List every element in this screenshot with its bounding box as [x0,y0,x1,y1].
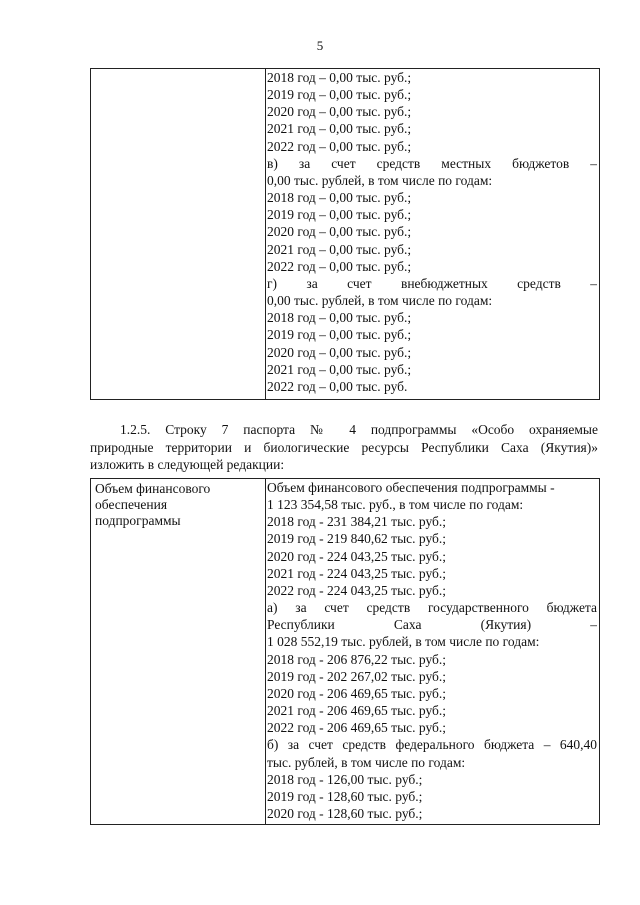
table2-line: 2018 год - 231 384,21 тыс. руб.; [267,514,447,530]
table2-line: а) за счет средств государственного бюджета [267,600,597,616]
table1-right-cell [266,69,599,399]
table1-line: 2020 год – 0,00 тыс. руб.; [267,224,412,240]
table2-right-cell [266,479,599,824]
table2-line: 2020 год - 128,60 тыс. руб.; [267,805,423,821]
table1-line: 2022 год – 0,00 тыс. руб.; [267,258,412,274]
table1-line: 2022 год – 0,00 тыс. руб. [267,378,408,394]
table2-line: тыс. рублей, в том числе по годам: [267,754,466,770]
table2-line: б) за счет средств федерального бюджета – 640,40 [267,737,597,753]
table1-line: 2019 год – 0,00 тыс. руб.; [267,207,412,223]
table2-line: 2022 год - 224 043,25 тыс. руб.; [267,582,447,598]
table2-line: 2019 год - 128,60 тыс. руб.; [267,788,423,804]
table2-line: Республики Саха (Якутия) – [267,617,597,633]
financing-table-new [90,478,600,825]
table2-line: 2018 год - 126,00 тыс. руб.; [267,771,423,787]
table2-left-line: обеспечения [95,497,168,512]
table1-line: 2021 год – 0,00 тыс. руб.; [267,121,412,137]
table2-line: 1 028 552,19 тыс. рублей, в том числе по годам: [267,634,540,650]
table2-line: 2020 год - 206 469,65 тыс. руб.; [267,685,447,701]
table2-left-cell [91,479,266,824]
financing-table-continuation [90,68,600,400]
table1-line: г) за счет внебюджетных средств – [267,275,597,291]
table2-line: 2018 год - 206 876,22 тыс. руб.; [267,651,447,667]
table2-line: 2019 год - 202 267,02 тыс. руб.; [267,668,447,684]
table1-line: 2018 год – 0,00 тыс. руб.; [267,70,412,85]
page-number: 5 [316,38,324,53]
table1-line: 0,00 тыс. рублей, в том числе по годам: [267,293,493,309]
table2-line: 2021 год - 224 043,25 тыс. руб.; [267,565,447,581]
paragraph-line: природные территории и биологические ресурсы Республики Саха (Якутия)» [90,439,598,455]
table1-left-cell [91,69,266,399]
table2-left-line: Объем финансового [95,481,211,496]
table2-line: 2021 год - 206 469,65 тыс. руб.; [267,703,447,719]
paragraph-line: изложить в следующей редакции: [90,457,285,472]
table2-line: 2020 год - 224 043,25 тыс. руб.; [267,548,447,564]
table1-line: 2021 год – 0,00 тыс. руб.; [267,361,412,377]
table2-line: 1 123 354,58 тыс. руб., в том числе по годам: [267,497,524,513]
table2-line: 2019 год - 219 840,62 тыс. руб.; [267,531,447,547]
table2-line: 2022 год - 206 469,65 тыс. руб.; [267,720,447,736]
table1-line: в) за счет средств местных бюджетов – [267,155,597,171]
table1-line: 2018 год – 0,00 тыс. руб.; [267,310,412,326]
table1-line: 2020 год – 0,00 тыс. руб.; [267,104,412,120]
table1-line: 2021 год – 0,00 тыс. руб.; [267,241,412,257]
table1-line: 2019 год – 0,00 тыс. руб.; [267,327,412,343]
table1-line: 0,00 тыс. рублей, в том числе по годам: [267,172,493,188]
amendment-paragraph [90,421,598,474]
table2-line: Объем финансового обеспечения подпрограммы - [267,480,555,495]
table1-line: 2022 год – 0,00 тыс. руб.; [267,138,412,154]
table1-line: 2018 год – 0,00 тыс. руб.; [267,190,412,206]
paragraph-line: 1.2.5. Строку 7 паспорта № 4 подпрограммы «Особо охраняемые [120,422,598,437]
table2-left-line: подпрограммы [95,513,181,528]
table1-line: 2020 год – 0,00 тыс. руб.; [267,344,412,360]
table1-line: 2019 год – 0,00 тыс. руб.; [267,87,412,103]
